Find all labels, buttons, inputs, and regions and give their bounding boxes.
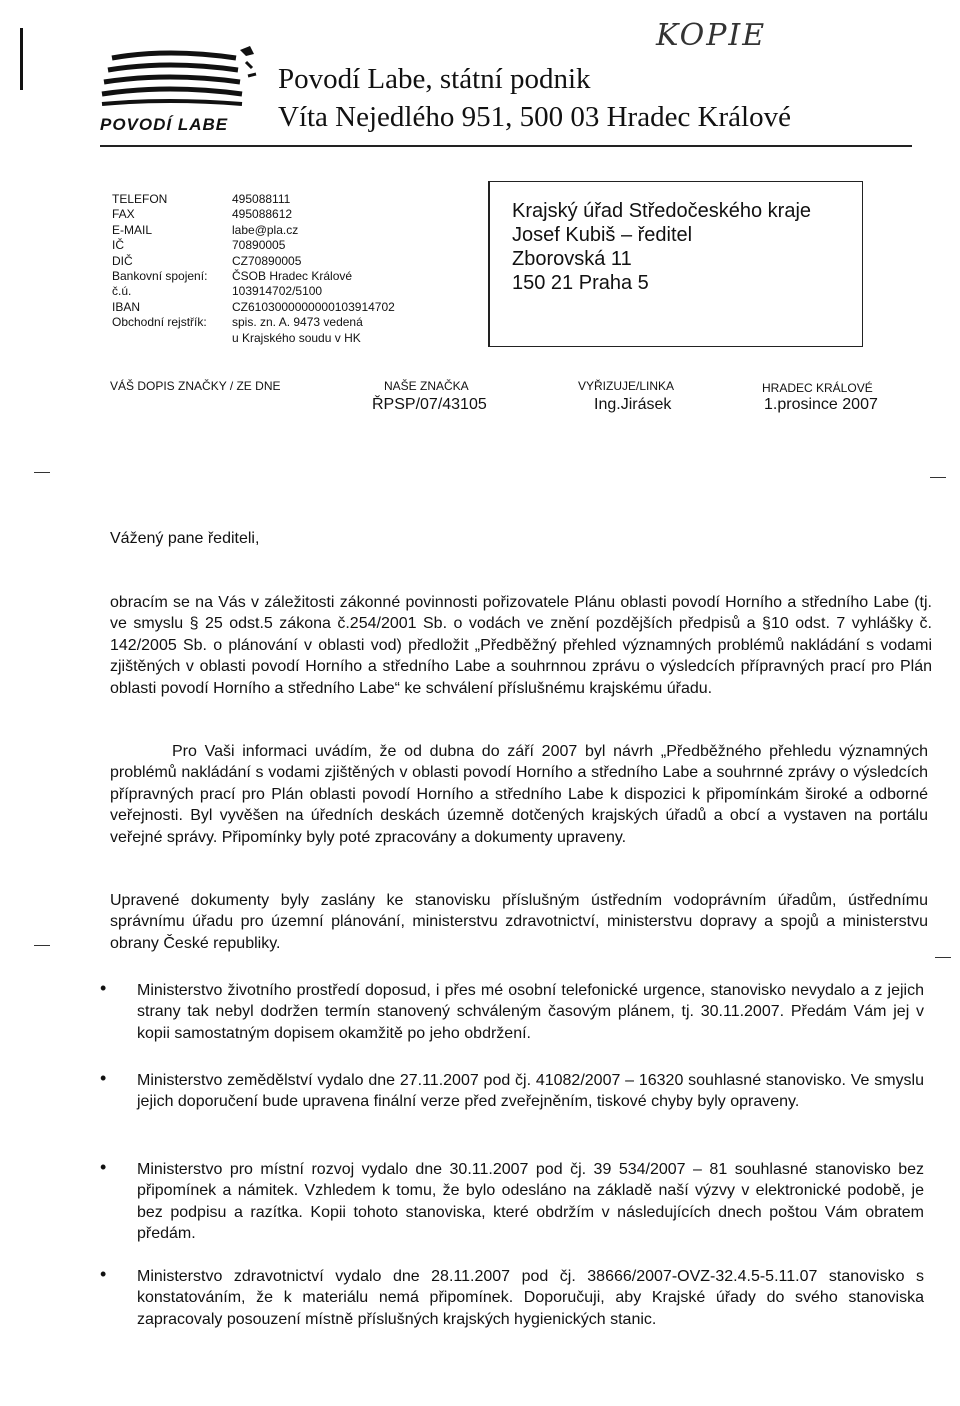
contact-label: Obchodní rejstřík: <box>112 315 207 330</box>
recipient-office: Krajský úřad Středočeského kraje <box>512 200 812 222</box>
contact-row-register <box>112 315 395 330</box>
contact-value: u Krajského soudu v HK <box>232 330 361 345</box>
contact-row-fax <box>112 207 395 222</box>
your-letter-label: VÁŠ DOPIS ZNAČKY / ZE DNE <box>110 379 281 393</box>
scan-margin-mark <box>20 28 23 90</box>
logo-wordmark: POVODÍ LABE <box>100 115 229 134</box>
contact-row-account <box>112 284 395 299</box>
contact-row-dic <box>112 254 395 269</box>
bullet-marker: • <box>100 1264 107 1284</box>
our-ref-label: NAŠE ZNAČKA <box>384 379 469 393</box>
contact-value: CZ6103000000000103914702 <box>232 299 395 314</box>
recipient-person: Josef Kubiš – ředitel <box>512 224 693 246</box>
contact-row-phone <box>112 192 395 207</box>
paragraph-information: Pro Vaši informaci uvádím, že od dubna do září 2007 byl návrh „Předběžného přehledu významných problémů nakládání s vodami zjištěných v oblasti povodí Horního a středního Labe a souhrnné zprávy o výsledcích přípravných prací pro Plán oblasti povodí Horního a středního Labe k dispozici k připomínkám široké a odborné veřejnosti. Byl vyvěšen na úředních deskách územně dotčených krajských úřadů a obcí a vystaven na portálu veřejné správy. Připomínky byly poté zpracovány a dokumenty upraveny. <box>110 743 928 846</box>
header-divider <box>100 145 912 147</box>
contact-row-court <box>112 331 395 345</box>
contact-value: 103914702/5100 <box>232 284 323 299</box>
paragraph-documents-sent: Upravené dokumenty byly zaslány ke stanovisku příslušným ústředním vodoprávním úřadům, ústřednímu správnímu úřadu pro územní plánování, ministerstvu zdravotnictví, ministerstvu dopravy a spojů a ministerstvu obrany České republiky. <box>110 892 928 952</box>
wave-logo-icon <box>98 44 266 114</box>
fold-mark <box>34 945 50 946</box>
bullet-marker: • <box>100 1068 107 1088</box>
contact-details <box>112 192 395 345</box>
contact-label: IČ <box>112 238 124 253</box>
contact-label <box>112 331 232 345</box>
contact-value: 495088111 <box>232 192 291 206</box>
contact-row-iban <box>112 300 395 315</box>
bullet-marker: • <box>100 1157 107 1177</box>
contact-value: ČSOB Hradec Králové <box>232 269 353 284</box>
contact-row-email <box>112 223 395 238</box>
contact-label: TELEFON <box>112 192 168 206</box>
recipient-city: 150 21 Praha 5 <box>512 272 649 294</box>
bullet-item-regional-development: Ministerstvo pro místní rozvoj vydalo dne 30.11.2007 pod čj. 39 534/2007 – 81 souhlasné stanovisko bez připomínek a námitek. Vzhledem k tomu, že bylo odesláno na základě naší výzvy v elektronické podobě, je bez podpisu a razítka. Kopii tohoto stanoviska, které obdržím v následujících dnech poštou Vám obratem předám. <box>137 1161 924 1243</box>
recipient-address-box <box>488 181 863 347</box>
date-value: 1.prosince 2007 <box>764 396 878 413</box>
salutation: Vážený pane řediteli, <box>110 530 260 547</box>
contact-value: 70890005 <box>232 238 286 253</box>
paragraph-intro: obracím se na Vás v záležitosti zákonné povinnosti pořizovatele Plánu oblasti povodí Horního a středního Labe (tj. ve smyslu § 25 odst.5 zákona č.254/2001 Sb. o vodách ve znění pozdějších předpisů a §10 odst. 7 vyhlášky č. 142/2005 Sb. o plánování v oblasti vod) předložit „Předběžný přehled významných problémů nakládání s vodami zjištěných v oblasti povodí Horního a středního Labe a souhrnnou zprávu o výsledcích přípravných prací pro Plán oblasti povodí Horního a středního Labe“ ke schválení příslušnému krajskému úřadu. <box>110 594 932 697</box>
contact-value: CZ70890005 <box>232 253 302 268</box>
bullet-item-agriculture: Ministerstvo zemědělství vydalo dne 27.11.2007 pod čj. 41082/2007 – 16320 souhlasné stanovisko. Ve smyslu jejich doporučení bude upravena finální verze před zveřejněním, tiskové chyby byly opraveny. <box>137 1072 924 1111</box>
contact-row-ic <box>112 238 395 253</box>
bullet-marker: • <box>100 978 107 998</box>
contact-label: E-MAIL <box>112 222 153 237</box>
organization-name: Povodí Labe, státní podnik <box>278 63 591 95</box>
contact-label: IBAN <box>112 299 141 314</box>
contact-row-bank <box>112 269 395 284</box>
recipient-street: Zborovská 11 <box>512 248 632 270</box>
contact-label: DIČ <box>112 253 133 268</box>
contact-value: 495088612 <box>232 207 293 222</box>
handled-by-value: Ing.Jirásek <box>594 396 672 413</box>
fold-mark <box>34 472 50 473</box>
bullet-item-environment: Ministerstvo životního prostředí doposud, i přes mé osobní telefonické urgence, stanovisko nevydalo a z jejich strany tak nebyl dodržen termín stanovený schváleným časovým plánem, tj. 30.11.2007. Předám Vám jej v kopii samostatným dopisem okamžitě po jeho obdržení. <box>137 982 924 1042</box>
contact-label: č.ú. <box>112 284 132 299</box>
contact-label: Bankovní spojení: <box>112 269 208 284</box>
contact-value: spis. zn. A. 9473 vedená <box>232 315 363 330</box>
handled-by-label: VYŘIZUJE/LINKA <box>578 379 675 393</box>
organization-address: Víta Nejedlého 951, 500 03 Hradec Králové <box>278 101 791 133</box>
bullet-item-health: Ministerstvo zdravotnictví vydalo dne 28.11.2007 pod čj. 38666/2007-OVZ-32.4.5-5.11.07 stanovisko s konstatováním, že k materiálu nemá připomínek. Doporučuji, aby Krajské úřady do svého stanoviska zapracovaly posouzení místně příslušných krajských hygienických stanic. <box>137 1268 924 1328</box>
contact-value: labe@pla.cz <box>232 222 299 237</box>
contact-label: FAX <box>112 207 135 222</box>
fold-mark <box>935 957 951 958</box>
place-label: HRADEC KRÁLOVÉ <box>762 381 873 395</box>
our-ref-value: ŘPSP/07/43105 <box>372 396 487 413</box>
kopie-handwritten-mark: KOPIE <box>656 18 767 53</box>
fold-mark <box>930 477 946 478</box>
